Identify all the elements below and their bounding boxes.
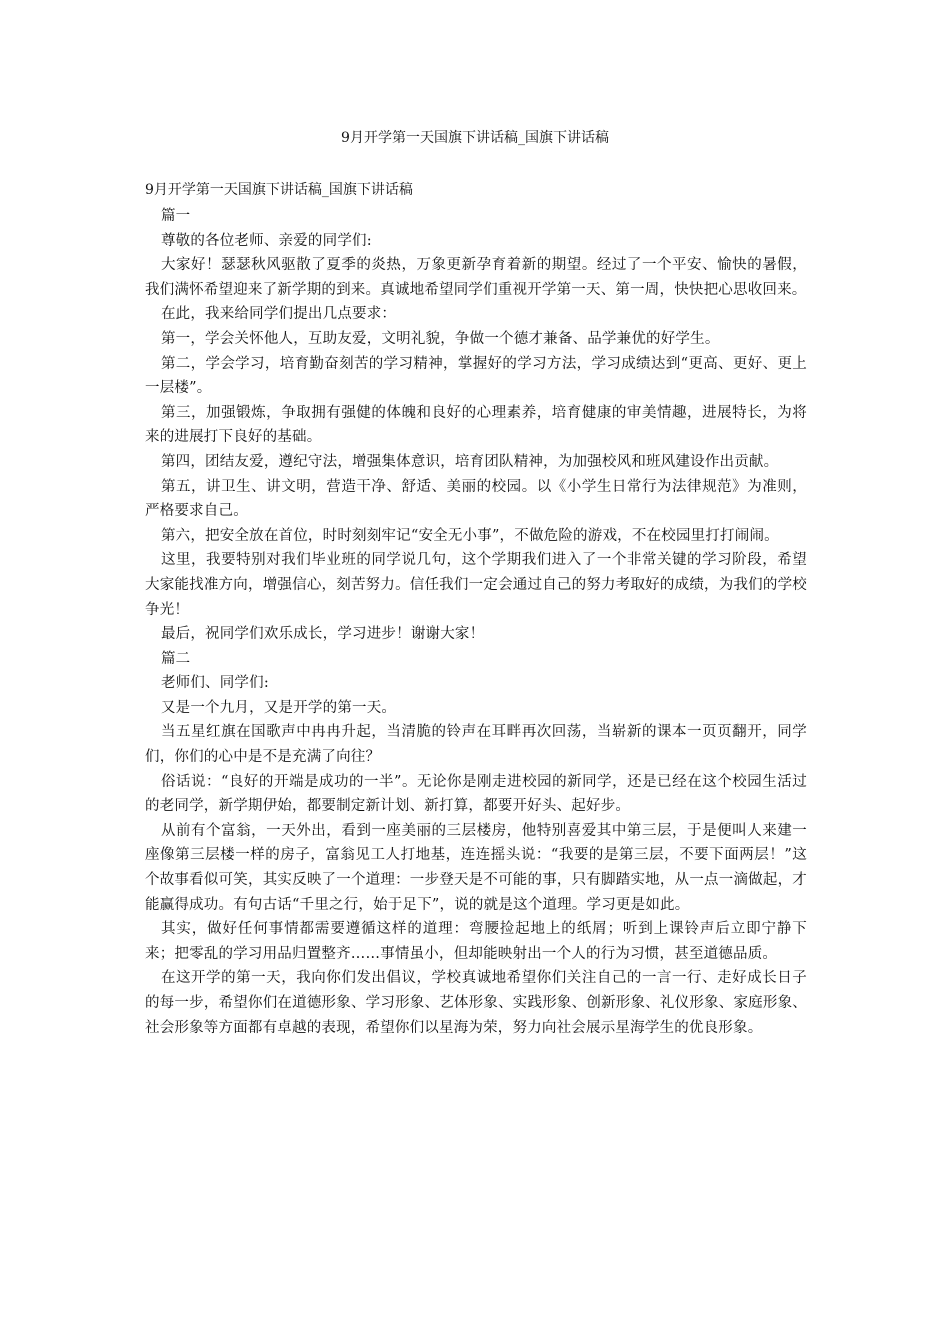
paragraph: 从前有个富翁，一天外出，看到一座美丽的三层楼房，他特别喜爱其中第三层，于是便叫人来建一座像第三层楼一样的房子，富翁见工人打地基，连连摇头说：“我要的是第三层，不要下面两层！”这个故事看似可笑，其实反映了一个道理：一步登天是不可能的事，只有脚踏实地，从一点一滴做起，才能赢得成功。有句古话“千里之行，始于足下”，说的就是这个道理。学习更是如此。 <box>145 822 807 913</box>
paragraph: 最后，祝同学们欢乐成长，学习进步！谢谢大家！ <box>160 626 485 643</box>
section-heading: 篇二 <box>160 650 191 667</box>
paragraph: 第五，讲卫生、讲文明，营造干净、舒适、美丽的校园。以《小学生日常行为法律规范》为准则，严格要求自己。 <box>145 478 807 520</box>
paragraph: 大家好！瑟瑟秋风驱散了夏季的炎热，万象更新孕育着新的期望。经过了一个平安、愉快的暑假，我们满怀希望迎来了新学期的到来。真诚地希望同学们重视开学第一天、第一周，快快把心思收回来。 <box>145 257 807 298</box>
paragraph: 在此，我来给同学们提出几点要求： <box>160 306 397 323</box>
document-title: 9月开学第一天国旗下讲话稿_国旗下讲话稿 <box>341 130 609 146</box>
salutation: 尊敬的各位老师、亲爱的同学们: <box>160 232 372 249</box>
paragraph: 第三，加强锻炼，争取拥有强健的体魄和良好的心理素养，培育健康的审美情趣，进展特长，为将来的进展打下良好的基础。 <box>145 404 807 446</box>
paragraph: 其实，做好任何事情都需要遵循这样的道理：弯腰捡起地上的纸屑；听到上课铃声后立即宁静下来；把零乱的学习用品归置整齐……事情虽小，但却能映射出一个人的行为习惯，甚至道德品质。 <box>145 921 807 962</box>
document-body <box>145 180 807 1040</box>
paragraph: 第六，把安全放在首位，时时刻刻牢记“安全无小事”，不做危险的游戏，不在校园里打打闹闹。 <box>160 527 779 544</box>
salutation: 老师们、同学们: <box>160 675 269 692</box>
paragraph: 第一，学会关怀他人，互助友爱，文明礼貌，争做一个德才兼备、品学兼优的好学生。 <box>160 330 720 347</box>
section-heading: 篇一 <box>160 208 191 224</box>
paragraph: 俗话说：“良好的开端是成功的一半”。无论你是刚走进校园的新同学，还是已经在这个校园生活过的老同学，新学期伊始，都要制定新计划、新打算，都要开好头、起好步。 <box>145 773 807 815</box>
paragraph: 第四，团结友爱，遵纪守法，增强集体意识，培育团队精神，为加强校风和班风建设作出贡献。 <box>160 453 779 470</box>
paragraph: 当五星红旗在国歌声中冉冉升起，当清脆的铃声在耳畔再次回荡，当崭新的课本一页页翻开，同学们，你们的心中是不是充满了向往？ <box>145 724 807 766</box>
document-subtitle: 9月开学第一天国旗下讲话稿_国旗下讲话稿 <box>145 182 413 198</box>
paragraph: 第二，学会学习，培育勤奋刻苦的学习精神，掌握好的学习方法，学习成绩达到“更高、更好、更上一层楼”。 <box>145 355 807 397</box>
paragraph: 在这开学的第一天，我向你们发出倡议，学校真诚地希望你们关注自己的一言一行、走好成长日子的每一步，希望你们在道德形象、学习形象、艺体形象、实践形象、创新形象、礼仪形象、家庭形象、社会形象等方面都有卓越的表现，希望你们以星海为荣，努力向社会展示星海学生的优良形象。 <box>145 970 807 1036</box>
paragraph: 这里，我要特别对我们毕业班的同学说几句，这个学期我们进入了一个非常关键的学习阶段，希望大家能找准方向，增强信心，刻苦努力。信任我们一定会通过自己的努力考取好的成绩，为我们的学校争光！ <box>145 552 807 618</box>
paragraph: 又是一个九月，又是开学的第一天。 <box>160 699 397 716</box>
